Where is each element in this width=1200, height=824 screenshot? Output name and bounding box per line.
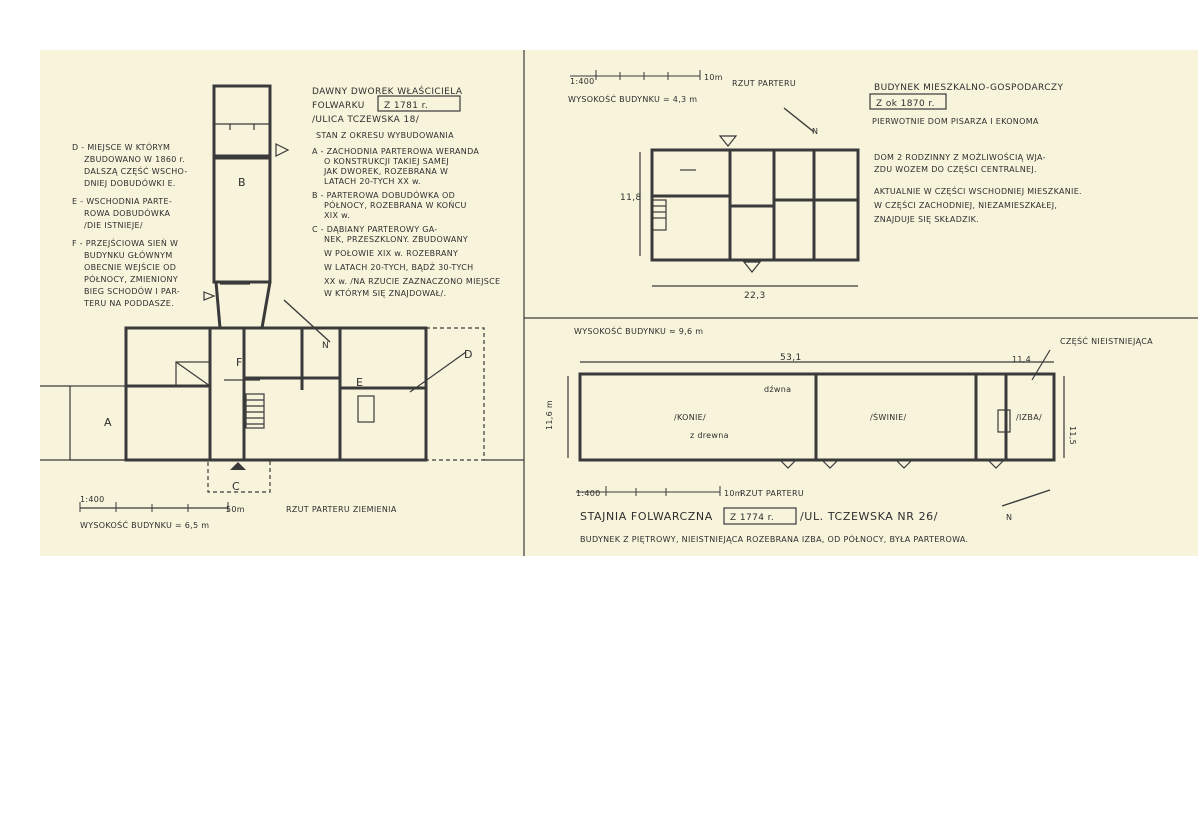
svg-text:DNIEJ DOBUDÓWKI E.: DNIEJ DOBUDÓWKI E. bbox=[84, 179, 176, 188]
note-oak-2: z drewna bbox=[690, 431, 729, 440]
stable-dim-left: 11,6 m bbox=[545, 400, 554, 430]
dwelling-date: Z ok 1870 r. bbox=[876, 99, 935, 109]
plans-svg bbox=[40, 50, 1198, 556]
svg-text:NEK, PRZESZKLONY. ZBUDOWANY: NEK, PRZESZKLONY. ZBUDOWANY bbox=[324, 235, 469, 244]
svg-text:PÓŁNOCY, ZMIENIONY: PÓŁNOCY, ZMIENIONY bbox=[84, 275, 179, 284]
plan-caption: RZUT PARTERU ZIEMIENIA bbox=[286, 505, 397, 514]
stable-scale: 1:400 bbox=[576, 489, 601, 498]
dwelling-height: WYSOKOŚĆ BUDYNKU = 4,3 m bbox=[568, 95, 698, 104]
svg-text:/DIE ISTNIEJE/: /DIE ISTNIEJE/ bbox=[84, 221, 143, 230]
estate-notes-right bbox=[312, 147, 500, 298]
label-f: F bbox=[236, 356, 243, 369]
scale-end: 50m bbox=[226, 505, 245, 514]
svg-text:C - DĄBIANY PARTEROWY GA-: C - DĄBIANY PARTEROWY GA- bbox=[312, 225, 438, 234]
svg-text:ZNAJDUJE SIĘ SKŁADZIK.: ZNAJDUJE SIĘ SKŁADZIK. bbox=[874, 215, 979, 224]
label-c: C bbox=[232, 480, 241, 493]
dwelling-dim-side: 11,8 bbox=[620, 193, 642, 203]
dwelling-text bbox=[568, 73, 1082, 301]
dwelling-scale: 1:400 bbox=[570, 77, 595, 86]
svg-text:XIX w.: XIX w. bbox=[324, 211, 351, 220]
dwelling-caption: RZUT PARTERU bbox=[732, 79, 797, 88]
label-b: B bbox=[238, 176, 247, 189]
svg-text:F - PRZEJŚCIOWA SIEŃ W: F - PRZEJŚCIOWA SIEŃ W bbox=[72, 239, 179, 248]
stable-footnote: BUDYNEK Z PIĘTROWY, NIEISTNIEJĄCA ROZEBRANA IZBA, OD PÓŁNOCY, BYŁA PARTEROWA. bbox=[580, 535, 969, 544]
svg-text:PÓŁNOCY, ROZEBRANA W KOŃCU: PÓŁNOCY, ROZEBRANA W KOŃCU bbox=[324, 201, 467, 210]
stable-dim-length: 53,1 bbox=[780, 353, 802, 363]
address: /ULICA TCZEWSKA 18/ bbox=[312, 115, 420, 125]
estate-notes-left bbox=[72, 141, 188, 308]
svg-text:LATACH 20-TYCH XX w.: LATACH 20-TYCH XX w. bbox=[324, 177, 421, 186]
svg-text:BUDYNKU GŁÓWNYM: BUDYNKU GŁÓWNYM bbox=[84, 251, 173, 260]
svg-text:A - ZACHODNIA PARTEROWA WERAND: A - ZACHODNIA PARTEROWA WERANDA bbox=[312, 147, 480, 156]
drawing-plate bbox=[40, 50, 1198, 556]
dwelling-dim-bottom: 22,3 bbox=[744, 291, 766, 301]
label-e: E bbox=[356, 376, 364, 389]
dwelling-subtitle: PIERWOTNIE DOM PISARZA I EKONOMA bbox=[872, 117, 1039, 126]
svg-text:AKTUALNIE W CZĘŚCI WSCHODNIEJ: AKTUALNIE W CZĘŚCI WSCHODNIEJ MIESZKANIE. bbox=[874, 187, 1082, 196]
title-line2: FOLWARKU bbox=[312, 101, 365, 111]
svg-text:ZDU WOZEM DO CZĘŚCI CENTRALNEJ: ZDU WOZEM DO CZĘŚCI CENTRALNEJ. bbox=[874, 165, 1037, 174]
stable-height: WYSOKOŚĆ BUDYNKU ≈ 9,6 m bbox=[574, 327, 704, 336]
date-box: Z 1781 r. bbox=[384, 101, 429, 111]
stable-text bbox=[545, 325, 1153, 544]
svg-text:D - MIEJSCE W KTÓRYM: D - MIEJSCE W KTÓRYM bbox=[72, 143, 171, 152]
svg-text:E - WSCHODNIA PARTE-: E - WSCHODNIA PARTE- bbox=[72, 197, 173, 206]
building-height: WYSOKOŚĆ BUDYNKU = 6,5 m bbox=[80, 521, 210, 530]
stable-scale-end: 10m bbox=[724, 489, 743, 498]
scale-ratio: 1:400 bbox=[80, 495, 105, 504]
stable-caption: RZUT PARTERU bbox=[740, 489, 805, 498]
svg-text:W LATACH 20-TYCH, BĄDŹ 30-TYCH: W LATACH 20-TYCH, BĄDŹ 30-TYCH bbox=[324, 263, 474, 272]
estate-house-labels bbox=[104, 176, 473, 493]
svg-text:B - PARTEROWA DOBUDÓWKA OD: B - PARTEROWA DOBUDÓWKA OD bbox=[312, 191, 456, 200]
stable-address: /UL. TCZEWSKA NR 26/ bbox=[800, 510, 939, 523]
estate-scale bbox=[80, 495, 397, 530]
room-pigs: /ŚWINIE/ bbox=[870, 413, 907, 422]
north-label: N bbox=[322, 341, 330, 351]
svg-text:O KONSTRUKCJI TAKIEJ SAMEJ: O KONSTRUKCJI TAKIEJ SAMEJ bbox=[324, 157, 450, 166]
label-d: D bbox=[464, 348, 474, 361]
svg-text:JAK DWOREK, ROZEBRANA W: JAK DWOREK, ROZEBRANA W bbox=[324, 167, 449, 176]
svg-text:DOM 2 RODZINNY Z MOŻLIWOŚCIĄ W: DOM 2 RODZINNY Z MOŻLIWOŚCIĄ WJA- bbox=[874, 153, 1046, 162]
svg-text:W CZĘŚCI ZACHODNIEJ, NIEZAMIES: W CZĘŚCI ZACHODNIEJ, NIEZAMIESZKAŁEJ, bbox=[874, 201, 1058, 210]
svg-text:W KTÓRYM SIĘ ZNAJDOWAŁ/.: W KTÓRYM SIĘ ZNAJDOWAŁ/. bbox=[324, 289, 447, 298]
stages-heading: STAN Z OKRESU WYBUDOWANIA bbox=[316, 131, 454, 140]
svg-text:BIEG SCHODÓW I PAR-: BIEG SCHODÓW I PAR- bbox=[84, 287, 181, 296]
dwelling-north: N bbox=[812, 127, 819, 136]
svg-text:XX w. /NA RZUCIE ZAZNACZONO MI: XX w. /NA RZUCIE ZAZNACZONO MIEJSCE bbox=[324, 277, 501, 286]
svg-text:OBECNIE WEJŚCIE OD: OBECNIE WEJŚCIE OD bbox=[84, 263, 177, 272]
dwelling-title: BUDYNEK MIESZKALNO-GOSPODARCZY bbox=[874, 83, 1064, 93]
title-line1: DAWNY DWOREK WŁAŚCICIELA bbox=[312, 87, 463, 97]
svg-text:DALSZĄ CZĘŚĆ WSCHO-: DALSZĄ CZĘŚĆ WSCHO- bbox=[84, 167, 188, 176]
svg-text:W POŁOWIE XIX w. ROZEBRANY: W POŁOWIE XIX w. ROZEBRANY bbox=[324, 249, 459, 258]
dwelling-scale-end: 10m bbox=[704, 73, 723, 82]
stable-missing-part: CZĘŚĆ NIEISTNIEJĄCA bbox=[1060, 337, 1153, 346]
svg-text:ZBUDOWANO W 1860 r.: ZBUDOWANO W 1860 r. bbox=[84, 155, 186, 164]
note-oak-1: dźwna bbox=[764, 385, 792, 394]
room-izba: /IZBA/ bbox=[1016, 413, 1042, 422]
stable-north: N bbox=[1006, 513, 1013, 522]
room-horses: /KONIE/ bbox=[674, 413, 706, 422]
stable-title: STAJNIA FOLWARCZNA bbox=[580, 510, 713, 523]
label-a: A bbox=[104, 416, 113, 429]
estate-house-title bbox=[312, 85, 463, 140]
stable-dim-right: 11,5 bbox=[1068, 426, 1077, 446]
stable-dim-room: 11,4 bbox=[1012, 355, 1032, 364]
svg-text:TERU NA PODDASZE.: TERU NA PODDASZE. bbox=[84, 299, 174, 308]
svg-text:ROWA DOBUDÓWKA: ROWA DOBUDÓWKA bbox=[84, 209, 171, 218]
stable-plan bbox=[568, 350, 1064, 506]
stable-date: Z 1774 r. bbox=[730, 513, 775, 523]
